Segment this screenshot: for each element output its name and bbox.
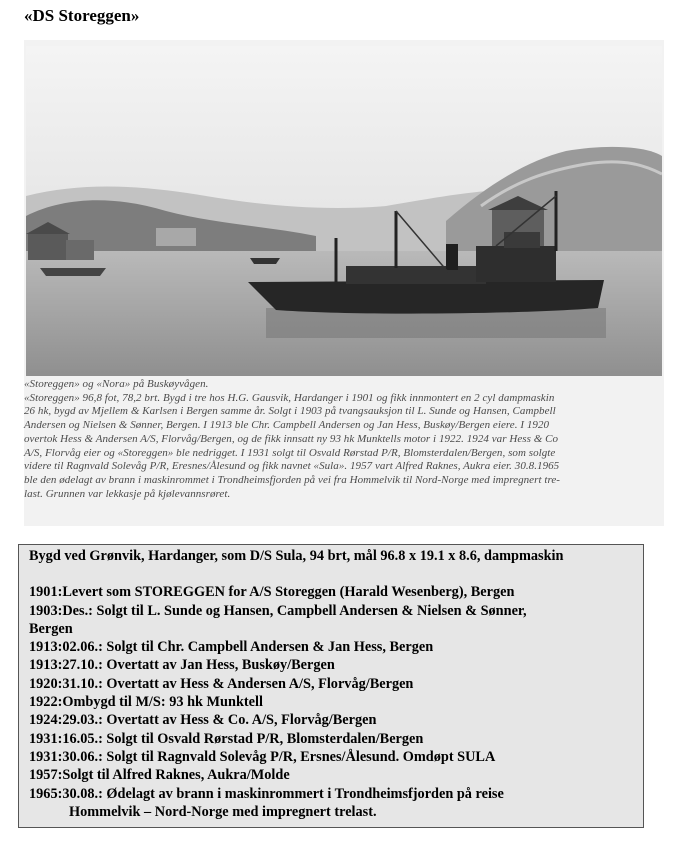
- history-entry: [29, 656, 633, 674]
- ship-history-box: [18, 544, 644, 828]
- history-entry: [29, 711, 633, 729]
- history-entry: [29, 766, 633, 784]
- ship-photo: [26, 46, 662, 376]
- history-entry: [29, 675, 633, 693]
- entry-text: 30.06.: Solgt til Ragnvald Solevåg P/R, Ersnes/Ålesund. Omdøpt SULA: [62, 748, 496, 765]
- history-entry: [29, 602, 633, 620]
- entry-text: Levert som STOREGGEN for A/S Storeggen (Harald Wesenberg), Bergen: [62, 584, 515, 601]
- entry-year: 1922:: [29, 694, 63, 711]
- history-entry: [29, 638, 633, 656]
- entry-text: Bergen: [29, 620, 73, 637]
- entry-text: 16.05.: Solgt til Osvald Rørstad P/R, Blomsterdalen/Bergen: [62, 730, 424, 747]
- history-entry: [29, 583, 633, 601]
- photo-caption: [24, 378, 658, 501]
- caption-line: last. Grunnen var lekkasje på kjølevannsrøret.: [24, 487, 231, 500]
- entry-text: 30.08.: Ødelagt av brann i maskinrommert i Trondheimsfjorden på reise: [62, 785, 504, 802]
- entry-text: Ombygd til M/S: 93 hk Munktell: [62, 694, 263, 711]
- caption-line: ble den ødelagt av brann i maskinrommet i Trondheimsfjorden på vei fra Hommelvik til Nord-Norge med impregnert tre-: [24, 473, 561, 486]
- entry-year: 1931:: [29, 748, 63, 765]
- caption-line: overtok Hess & Andersen A/S, Florvåg/Bergen, og de fikk innsatt ny 93 hk Munktells motor i 1922. 1924 var Hess & Co: [24, 432, 559, 445]
- history-entry: [29, 748, 633, 766]
- history-entry: [29, 693, 633, 711]
- entry-text: 02.06.: Solgt til Chr. Campbell Andersen & Jan Hess, Bergen: [62, 639, 434, 656]
- page-title: «DS Storeggen»: [24, 6, 140, 25]
- entry-text: 31.10.: Overtatt av Hess & Andersen A/S, Florvåg/Bergen: [62, 675, 414, 692]
- entry-year: 1965:: [29, 785, 63, 802]
- entry-text: Des.: Solgt til L. Sunde og Hansen, Campbell Andersen & Nielsen & Sønner,: [62, 602, 527, 619]
- entry-text: Hommelvik – Nord-Norge med impregnert trelast.: [69, 803, 377, 820]
- entry-year: 1931:: [29, 730, 63, 747]
- caption-line: «Storeggen» 96,8 fot, 78,2 brt. Bygd i tre hos H.G. Gausvik, Hardanger i 1901 og fikk innmontert en 2 cyl dampmaskin: [24, 391, 555, 404]
- entry-year: 1903:: [29, 602, 63, 619]
- entry-text: 29.03.: Overtatt av Hess & Co. A/S, Florvåg/Bergen: [62, 712, 377, 729]
- entry-text: Solgt til Alfred Raknes, Aukra/Molde: [62, 767, 290, 784]
- photo-section: [24, 40, 664, 526]
- caption-line: A/S, Florvåg eier og «Storeggen» ble nedrigget. I 1931 solgt til Osvald Rørstad P/R, Blomsterdalen/Bergen, som solgte: [24, 446, 556, 459]
- history-entry-continuation: [29, 803, 633, 821]
- build-info: Bygd ved Grønvik, Hardanger, som D/S Sula, 94 brt, mål 96.8 x 19.1 x 8.6, dampmaskin: [29, 548, 564, 564]
- entry-year: 1913:: [29, 639, 63, 656]
- caption-line: videre til Ragnvald Solevåg P/R, Eresnes/Ålesund og fikk navnet «Sula». 1957 vart Alfred Raknes, Aukra eier. 30.8.1965: [24, 460, 560, 473]
- history-entry: [29, 785, 633, 803]
- entry-year: 1901:: [29, 584, 63, 601]
- entry-year: 1913:: [29, 657, 63, 674]
- entry-year: 1924:: [29, 712, 63, 729]
- entry-year: 1957:: [29, 767, 63, 784]
- caption-line: 26 hk, bygd av Mjellem & Karlsen i Bergen samme år. Solgt i 1903 på tvangsauksjon til L. Sunde og Hansen, Campbell: [24, 405, 556, 418]
- entry-year: 1920:: [29, 675, 63, 692]
- history-entry: [29, 730, 633, 748]
- history-entry-continuation: [29, 620, 633, 638]
- caption-line: «Storeggen» og «Nora» på Buskøyvågen.: [24, 378, 209, 390]
- entry-text: 27.10.: Overtatt av Jan Hess, Buskøy/Bergen: [62, 657, 335, 674]
- caption-line: Andersen og Nielsen & Sønner, Bergen. I 1913 ble Chr. Campbell Andersen og Jan Hess, Buskøy/Bergen eiere. I 1920: [24, 419, 550, 432]
